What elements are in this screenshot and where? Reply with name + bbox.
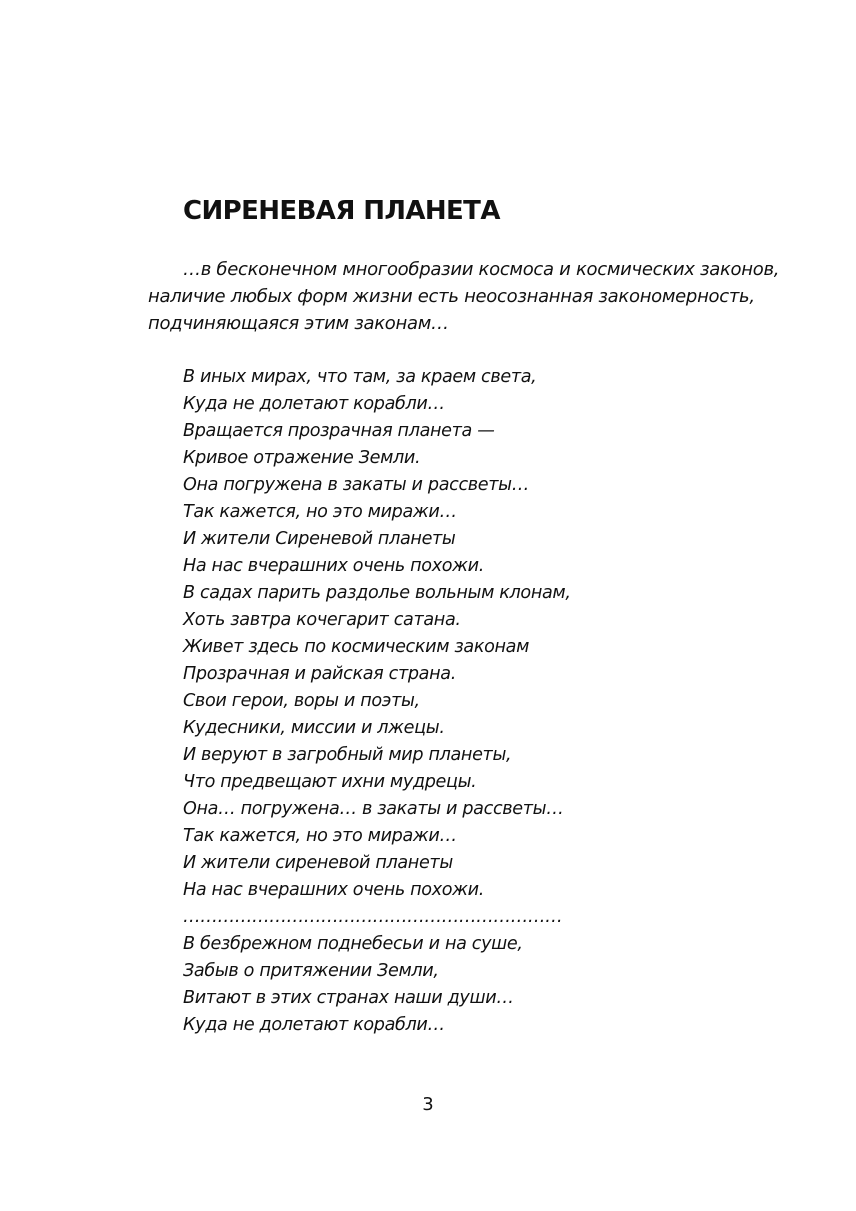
poem-line: Забыв о притяжении Земли, <box>183 961 439 981</box>
poem-line: Кривое отражение Земли. <box>183 448 421 468</box>
poem-line: Так кажется, но это миражи… <box>183 502 457 522</box>
epigraph-line: …в бесконечном многообразии космоса и космических законов, <box>183 259 780 280</box>
poem-line: Что предвещают ихни мудрецы. <box>183 772 477 792</box>
epigraph-line: подчиняющаяся этим законам… <box>148 313 449 334</box>
epigraph <box>148 256 780 337</box>
poem-line: Живет здесь по космическим законам <box>183 637 530 657</box>
poem-line: Витают в этих странах наши души… <box>183 988 514 1008</box>
poem-separator: ………………………………………………………… <box>183 907 563 927</box>
poem-line: Она… погружена… в закаты и рассветы… <box>183 799 564 819</box>
poem-line: На нас вчерашних очень похожи. <box>183 880 484 900</box>
poem-line: Куда не долетают корабли… <box>183 394 445 414</box>
poem-line: Кудесники, миссии и лжецы. <box>183 718 445 738</box>
poem-line: В иных мирах, что там, за краем света, <box>183 367 537 387</box>
poem-line: Прозрачная и райская страна. <box>183 664 456 684</box>
poem-line: Куда не долетают корабли… <box>183 1015 445 1035</box>
poem <box>183 364 571 1039</box>
poem-line: На нас вчерашних очень похожи. <box>183 556 484 576</box>
page-title: СИРЕНЕВАЯ ПЛАНЕТА <box>183 196 500 226</box>
poem-line: Свои герои, воры и поэты, <box>183 691 420 711</box>
poem-line: Вращается прозрачная планета — <box>183 421 495 441</box>
page-number: 3 <box>422 1094 434 1115</box>
poem-line: И жители сиреневой планеты <box>183 853 453 873</box>
epigraph-line: наличие любых форм жизни есть неосознанная закономерность, <box>148 286 755 307</box>
poem-line: Так кажется, но это миражи… <box>183 826 457 846</box>
poem-line: В садах парить раздолье вольным клонам, <box>183 583 571 603</box>
poem-line: Она погружена в закаты и рассветы… <box>183 475 529 495</box>
poem-line: И веруют в загробный мир планеты, <box>183 745 512 765</box>
poem-line: И жители Сиреневой планеты <box>183 529 456 549</box>
poem-line: В безбрежном поднебесьи и на суше, <box>183 934 523 954</box>
poem-line: Хоть завтра кочегарит сатана. <box>183 610 461 630</box>
